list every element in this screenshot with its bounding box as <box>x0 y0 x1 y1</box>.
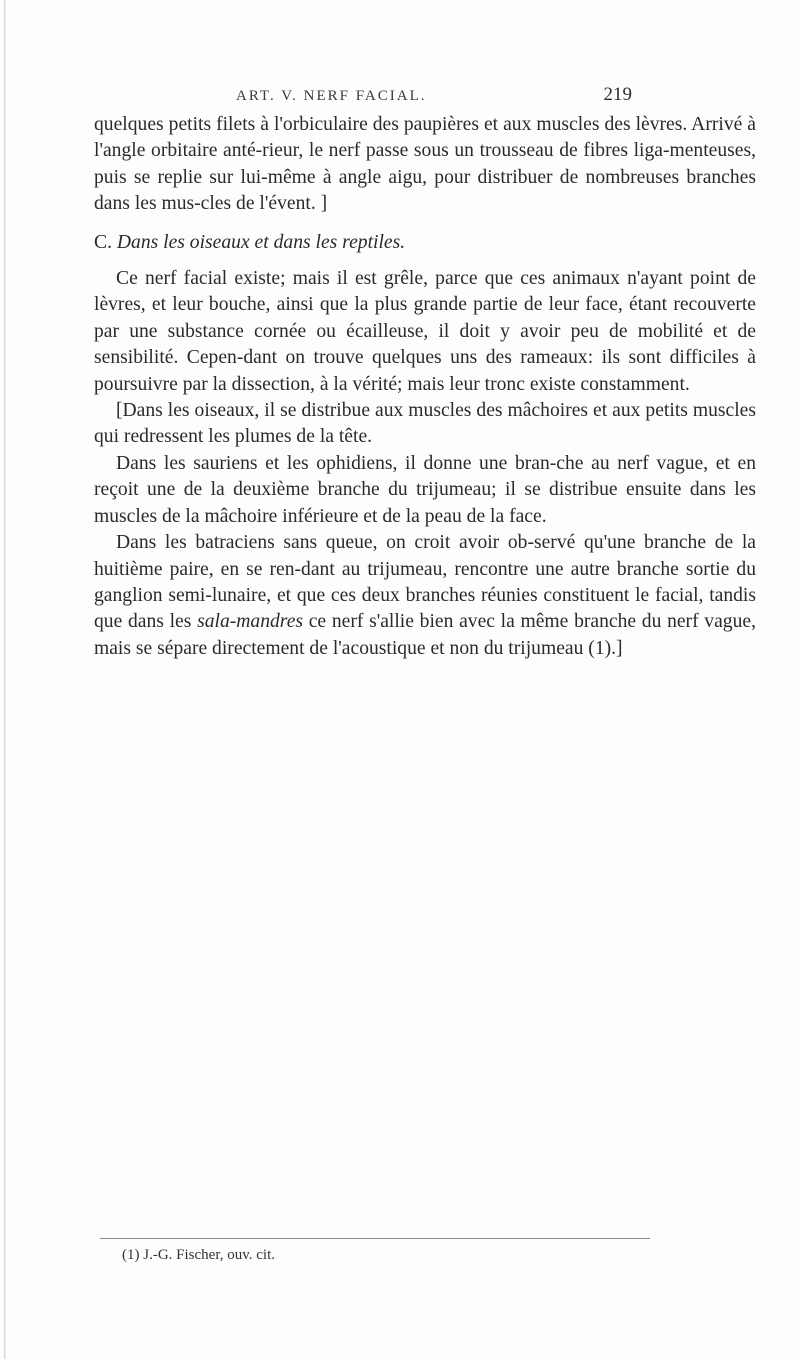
page-number: 219 <box>603 84 632 105</box>
section-label: C. <box>94 231 112 253</box>
paragraph <box>94 530 756 662</box>
paragraph: [Dans les oiseaux, il se distribue aux muscles des mâchoires et aux petits muscles qui redressent les plumes de la tête. <box>94 400 756 448</box>
italic-term: sala-mandres <box>197 611 304 633</box>
running-head <box>236 84 632 110</box>
body-text <box>94 112 756 662</box>
footnote-divider <box>100 1238 650 1239</box>
paragraph: Dans les sauriens et les ophidiens, il donne une bran-che au nerf vague, et en reçoit une de la deuxième branche du trijumeau; il se distribue ensuite dans les muscles de la mâchoire inférieure et de la peau de la face. <box>94 452 756 527</box>
paragraph-continuation: quelques petits filets à l'orbiculaire des paupières et aux muscles des lèvres. Arrivé à l'angle orbitaire anté-rieur, le nerf passe sous un trousseau de fibres liga-menteuses, puis se replie sur lui-même à angle aigu, pour distribuer de nombreuses branches dans les mus-cles de l'évent. ] <box>94 114 756 215</box>
section-title: Dans les oiseaux et dans les reptiles. <box>116 231 406 253</box>
paragraph-text: ce nerf s'allie bien avec la même branche du nerf vague, mais se sépare directement de l'acoustique et non du trijumeau (1).] <box>94 611 756 659</box>
paragraph: Ce nerf facial existe; mais il est grêle, parce que ces animaux n'ayant point de lèvres, et leur bouche, ainsi que la plus grande partie de leur face, étant recouverte par une substance cornée ou écailleuse, il doit y avoir peu de mobilité et de sensibilité. Cepen-dant on trouve quelques uns des rameaux: ils sont difficiles à poursuivre par la dissection, à la vérité; mais leur tronc existe constamment. <box>94 268 756 395</box>
footnote: (1) J.-G. Fischer, ouv. cit. <box>122 1247 275 1263</box>
section-heading <box>94 230 756 256</box>
paragraph-text: Dans les batraciens sans queue, on croit avoir ob-servé qu'une branche de la huitième paire, en se ren-dant au trijumeau, rencontre une autre branche sortie du ganglion semi-lunaire, et que ces deux branches réunies constituent le facial, tandis que dans les <box>94 532 756 633</box>
page-gutter-shadow <box>4 0 6 1359</box>
running-title: ART. V. NERF FACIAL. <box>236 88 427 104</box>
